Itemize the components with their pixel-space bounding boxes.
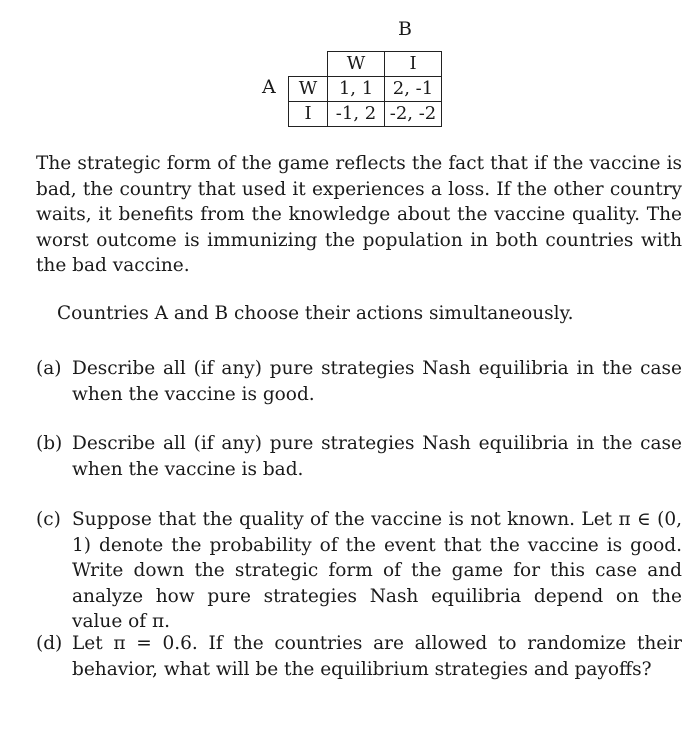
payoff-cell-i-w: -1, 2 [328, 102, 385, 127]
empty-corner-cell [289, 52, 328, 77]
table-row [289, 102, 442, 127]
question-c [36, 507, 682, 635]
row-header-i: I [289, 102, 328, 127]
table-row [289, 77, 442, 102]
question-text: Let π = 0.6. If the countries are allowed to randomize their behavior, what will be the equilibrium strategies and payoffs? [72, 633, 682, 680]
question-marker: (a) [36, 358, 62, 379]
simultaneous-move-note: Countries A and B choose their actions simultaneously. [57, 303, 574, 324]
column-header-w: W [328, 52, 385, 77]
row-header-w: W [289, 77, 328, 102]
player-b-label: B [398, 18, 412, 40]
question-a [36, 356, 682, 407]
question-marker: (d) [36, 633, 63, 654]
payoff-cell-i-i: -2, -2 [385, 102, 442, 127]
table-header-row [289, 52, 442, 77]
player-a-label: A [262, 76, 276, 98]
payoff-matrix [258, 18, 458, 130]
question-b [36, 431, 682, 482]
payoff-cell-w-i: 2, -1 [385, 77, 442, 102]
column-header-i: I [385, 52, 442, 77]
question-text: Suppose that the quality of the vaccine is not known. Let π ∈ (0, 1) denote the probability of the event that the vaccine is good. Write down the strategic form of the game for this case and analyze how pure strategies Nash equilibria depend on the value of π. [72, 509, 682, 632]
question-marker: (c) [36, 509, 61, 530]
payoff-table [288, 51, 442, 127]
question-text: Describe all (if any) pure strategies Nash equilibria in the case when the vaccine is good. [72, 358, 682, 405]
question-marker: (b) [36, 433, 63, 454]
payoff-cell-w-w: 1, 1 [328, 77, 385, 102]
question-text: Describe all (if any) pure strategies Nash equilibria in the case when the vaccine is bad. [72, 433, 682, 480]
question-d [36, 631, 682, 682]
description-paragraph: The strategic form of the game reflects the fact that if the vaccine is bad, the country that used it experiences a loss. If the other country waits, it benefits from the knowledge about the vaccine quality. The worst outcome is immunizing the population in both countries with the bad vaccine. [36, 153, 682, 276]
